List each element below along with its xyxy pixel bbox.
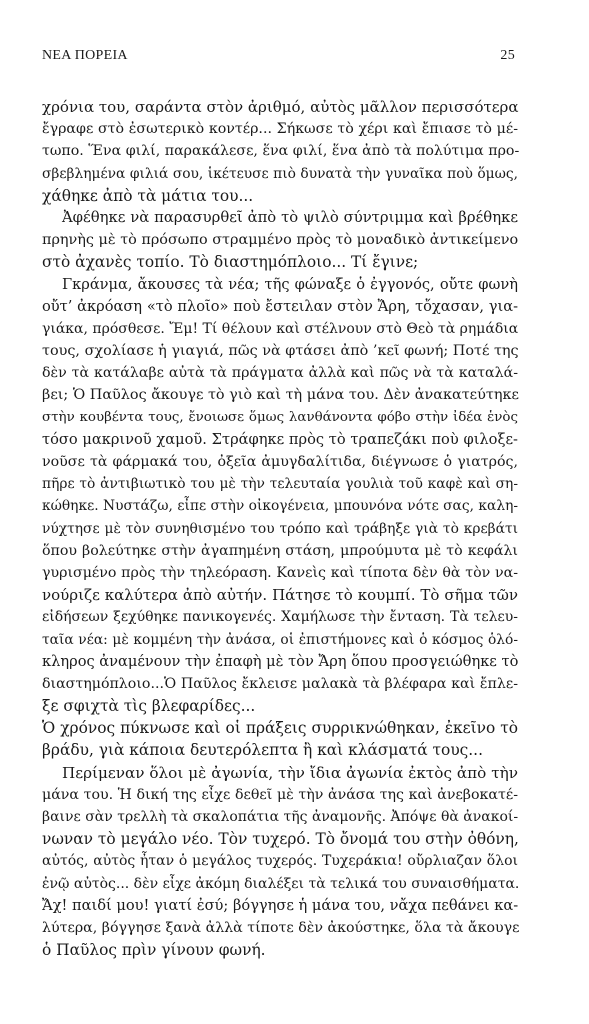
text-line: γυρισμένο πρὸς τὴν τηλεόραση. Κανεὶς καὶ τίποτα δὲν θὰ τὸν να-	[42, 564, 518, 581]
text-line: γιάκα, πρόσθεσε. Ἔμ! Τί θέλουν καὶ στέλνουν στὸ Θεὸ τὰ ρημάδια	[42, 320, 519, 337]
page-header	[42, 48, 515, 64]
text-line: Ἀφέθηκε νὰ παρασυρθεῖ ἀπὸ τὸ ψιλὸ σύντριμμα καὶ βρέθηκε	[62, 208, 518, 226]
text-line: τους, σχολίασε ἡ γιαγιά, πῶς νὰ φτάσει ἀπὸ ’κεῖ φωνή; Ποτέ της	[42, 343, 519, 360]
text-line: βράδυ, γιὰ κάποια δευτερόλεπτα ἢ καὶ κλάσματά τους...	[42, 741, 483, 760]
text-line: στὴν κουβέντα τους, ἔνοιωσε ὅμως λανθάνοντα φόβο στὴν ἰδέα ἑνὸς	[42, 409, 518, 425]
text-line: εἰδήσεων ξεχύθηκε πανικογενές. Χαμήλωσε τὴν ἔνταση. Τὰ τελευ-	[42, 609, 518, 626]
text-line: Περίμεναν ὅλοι μὲ ἀγωνία, τὴν ἴδια ἀγωνία ἐκτὸς ἀπὸ τὴν	[62, 763, 518, 782]
text-line: ξε σφιχτὰ τὶς βλεφαρίδες...	[42, 697, 256, 716]
text-line: νύχτησε μὲ τὸν συνηθισμένο του τρόπο καὶ τράβηξε γιὰ τὸ κρεβάτι	[42, 520, 518, 537]
text-line: αὐτός, αὐτὸς ἦταν ὁ μεγάλος τυχερός. Τυχεράκια! οὔρλιαζαν ὅλοι	[42, 853, 518, 870]
text-line: ὁ Παῦλος πρὶν γίνουν φωνή.	[42, 941, 266, 960]
text-line: διαστημόπλοιο...Ὁ Παῦλος ἔκλεισε μαλακὰ τὰ βλέφαρα καὶ ἔπλε-	[42, 675, 518, 692]
text-line: Ἄχ! παιδί μου! γιατί ἐσύ; βόγγησε ἡ μάνα του, νἄχα πεθάνει κα-	[42, 896, 519, 914]
text-line: βει; Ὁ Παῦλος ἄκουγε τὸ γιὸ καὶ τὴ μάνα του. Δὲν ἀνακατεύτηκε	[42, 387, 519, 404]
text-line: ταῖα νέα: μὲ κομμένη τὴν ἀνάσα, οἱ ἐπιστήμονες καὶ ὁ κόσμος ὁλό-	[42, 631, 518, 648]
text-line: Ὁ χρόνος πύκνωσε καὶ οἱ πράξεις συρρικνώθηκαν, ἐκεῖνο τὸ	[42, 719, 518, 738]
text-line: ἐνῷ αὐτὸς... δὲν εἶχε ἀκόμη διαλέξει τὰ τελικά του συναισθήματα.	[42, 875, 520, 892]
text-line: τωπο. Ἕνα φιλί, παρακάλεσε, ἕνα φιλί, ἕνα ἀπὸ τὰ πολύτιμα προ-	[42, 143, 520, 160]
text-line: νωναν τὸ μεγάλο νέο. Τὸν τυχερό. Τὸ ὄνομά του στὴν ὀθόνη,	[42, 830, 519, 849]
text-line: σβεβλημένα φιλιά σου, ἱκέτευσε πιὸ δυνατὰ τὴν γυναῖκα ποὺ ὅμως,	[42, 165, 518, 182]
text-line: Γκράνμα, ἄκουσες τὰ νέα; τῆς φώναξε ὁ ἐγγονός, οὔτε φωνὴ	[62, 275, 518, 293]
text-line: χάθηκε ἀπὸ τὰ μάτια του...	[42, 186, 254, 205]
text-line: χρόνια του, σαράντα στὸν ἀριθμό, αὐτὸς μᾶλλον περισσότερα	[42, 98, 519, 116]
text-line: πρηνὴς μὲ τὸ πρόσωπο στραμμένο πρὸς τὸ μοναδικὸ ἀντικείμενο	[42, 232, 519, 249]
text-line: στὸ ἀχανὲς τοπίο. Τὸ διαστημόπλοιο... Τί ἔγινε;	[42, 253, 419, 272]
text-line: μάνα του. Ἡ δική της εἶχε δεθεῖ μὲ τὴν ἀνάσα της καὶ ἀνεβοκατέ-	[42, 786, 518, 803]
text-line: κώθηκε. Νυστάζω, εἶπε στὴν οἰκογένεια, μπουνόνα νότε σας, καλη-	[42, 498, 518, 515]
running-title: ΝΕΑ ΠΟΡΕΙΑ	[42, 48, 128, 63]
text-line: λύτερα, βόγγησε ξανὰ ἀλλὰ τίποτε δὲν ἀκούστηκε, ὅλα τὰ ἄκουγε	[42, 919, 520, 936]
text-line: κληρος ἀναμένουν τὴν ἐπαφὴ μὲ τὸν Ἄρη ὅπου προσγειώθηκε τὸ	[42, 652, 519, 670]
text-line: ὅπου βολεύτηκε στὴν ἀγαπημένη στάση, μπρούμυτα μὲ τὸ κεφάλι	[42, 542, 518, 559]
text-line: δὲν τὰ κατάλαβε αὐτὰ τὰ πράγματα ἀλλὰ καὶ πῶς νὰ τὰ καταλά-	[42, 365, 518, 382]
text-line: βαινε σὰν τρελλὴ τὰ σκαλοπάτια τῆς ἀναμονῆς. Ἀπόψε θὰ ἀνακοί-	[42, 809, 519, 825]
text-line: οὔτ’ ἀκρόαση «τὸ πλοῖο» ποὺ ἔστειλαν στὸν Ἄρη, τὄχασαν, για-	[42, 297, 518, 315]
body-text	[42, 96, 518, 961]
page-number: 25	[500, 48, 515, 63]
text-line: νοῦσε τὰ φάρμακά του, ὀξεῖα ἀμυγδαλίτιδα, διέγνωσε ὁ γιατρός,	[42, 454, 518, 470]
text-line: ἔγραφε στὸ ἐσωτερικὸ κοντέρ... Σήκωσε τὸ χέρι καὶ ἔπιασε τὸ μέ-	[42, 121, 518, 138]
text-line: πῆρε τὸ ἀντιβιωτικὸ του μὲ τὴν τελευταία γουλιὰ τοῦ καφὲ καὶ ση-	[42, 476, 518, 493]
text-line: νούριζε καλύτερα ἀπὸ αὐτήν. Πάτησε τὸ κουμπί. Τὸ σῆμα τῶν	[42, 586, 518, 605]
text-line: τόσο μακρινοῦ χαμοῦ. Στράφηκε πρὸς τὸ τραπεζάκι ποὺ φιλοξε-	[42, 430, 518, 448]
